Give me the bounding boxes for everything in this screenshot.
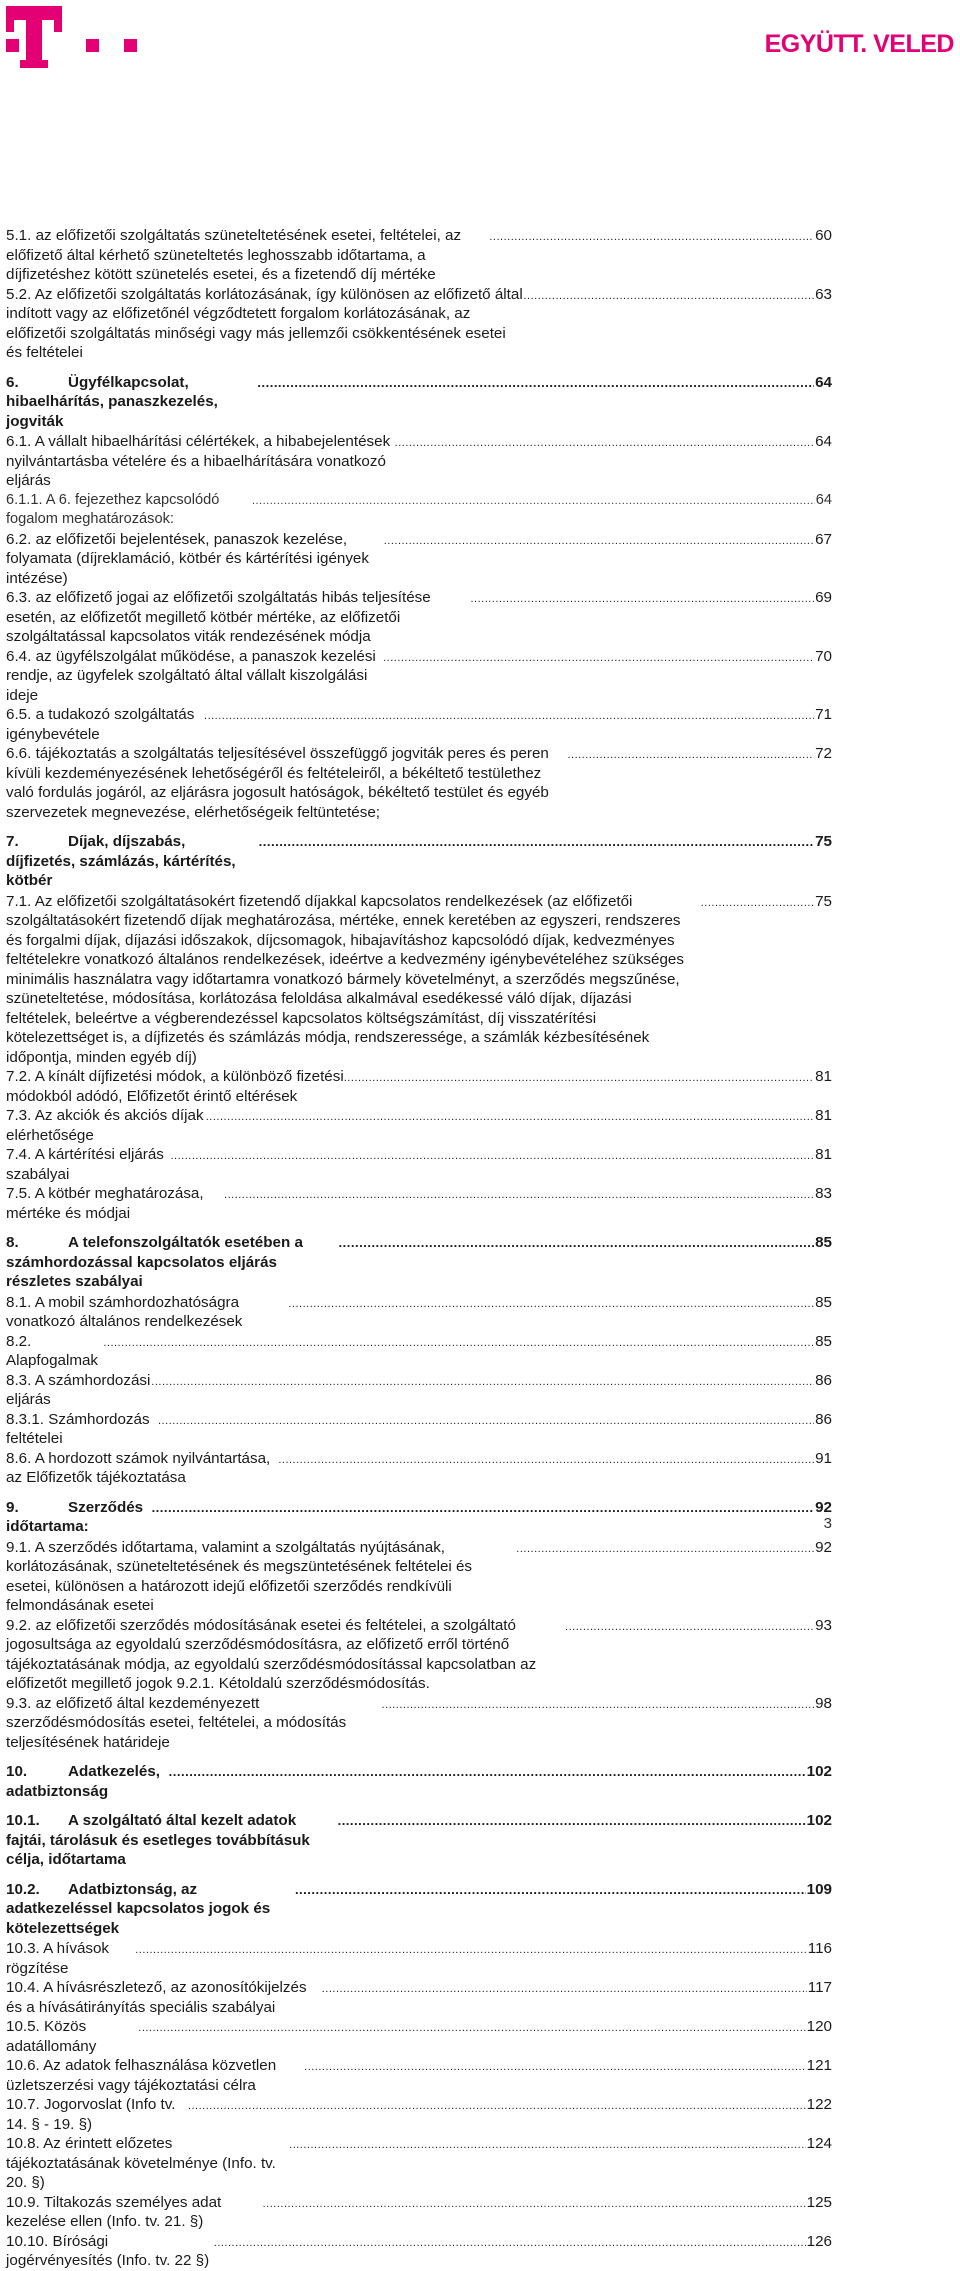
toc-dot-leader bbox=[567, 746, 814, 766]
toc-entry-title bbox=[6, 1106, 206, 1145]
toc-entry-number: 10.1. bbox=[6, 1812, 40, 1829]
toc-page-number: 109 bbox=[806, 1880, 832, 1898]
toc-entry[interactable] bbox=[6, 1880, 832, 1939]
toc-dot-leader bbox=[158, 1412, 814, 1432]
logo-t-stem bbox=[26, 6, 42, 66]
toc-page-number: 81 bbox=[815, 1068, 832, 1085]
toc-entry-number: 7.3. bbox=[6, 1107, 32, 1124]
toc-page-number: 93 bbox=[815, 1616, 832, 1634]
toc-page-number: 92 bbox=[815, 1538, 832, 1556]
toc-dot-leader bbox=[565, 1618, 814, 1638]
toc-dot-leader bbox=[135, 1941, 807, 1961]
toc-dot-leader bbox=[263, 2195, 806, 2215]
toc-entry[interactable] bbox=[6, 1498, 832, 1537]
toc-entry-text: Az akciók és akciós díjak elérhetősége bbox=[6, 1107, 204, 1144]
toc-entry-number: 8.3.1. bbox=[6, 1410, 44, 1428]
toc-page-number: 102 bbox=[806, 1812, 832, 1829]
toc-entry-text: A számhordozási eljárás bbox=[6, 1371, 151, 1408]
toc-page-number: 67 bbox=[815, 530, 832, 548]
toc-entry-title bbox=[6, 1762, 169, 1801]
toc-page-number: 85 bbox=[815, 1234, 832, 1251]
toc-page-number: 116 bbox=[807, 1940, 832, 1957]
toc-entry-text: Alapfogalmak bbox=[6, 1352, 99, 1369]
toc-entry-title bbox=[6, 2134, 289, 2193]
toc-entry[interactable] bbox=[6, 892, 832, 1068]
toc-page-number: 75 bbox=[815, 833, 832, 850]
toc-page-number: 124 bbox=[806, 2135, 832, 2152]
toc-entry-number: 9. bbox=[6, 1498, 19, 1516]
toc-entry-title bbox=[6, 2095, 188, 2134]
toc-dot-leader bbox=[516, 1540, 814, 1560]
toc-entry-number: 6.4. bbox=[6, 647, 32, 665]
toc-entry-number: 5.1. bbox=[6, 227, 32, 244]
toc-entry[interactable] bbox=[6, 2095, 832, 2134]
toc-entry[interactable] bbox=[6, 432, 832, 491]
toc-dot-leader bbox=[138, 2019, 805, 2039]
toc-dot-leader bbox=[384, 532, 814, 552]
toc-entry-title bbox=[6, 1293, 288, 1332]
toc-entry[interactable] bbox=[6, 1410, 832, 1449]
toc-entry[interactable] bbox=[6, 744, 832, 822]
toc-entry-number: 7.4. bbox=[6, 1146, 32, 1163]
toc-entry-text: Bírósági jogérvényesítés (Info. tv. 22 §) bbox=[6, 2232, 210, 2269]
page-number: 3 bbox=[823, 1515, 832, 1532]
toc-entry[interactable] bbox=[6, 2134, 832, 2193]
toc-entry-text: A kínált díjfizetési módok, a különböző fizetési módokból adódó, Előfizetőt érintő eltérések bbox=[6, 1068, 344, 1105]
toc-entry[interactable] bbox=[6, 1293, 832, 1332]
toc-dot-leader bbox=[171, 1147, 815, 1167]
toc-page-number: 120 bbox=[806, 2018, 832, 2035]
toc-entry-title bbox=[6, 892, 701, 1068]
toc-entry-text: A vállalt hibaelhárítási célértékek, a hibabejelentések nyilvántartásba vételére és a hibaelhárítására vonatkozó eljárás bbox=[6, 433, 391, 489]
toc-entry[interactable] bbox=[6, 1538, 832, 1616]
toc-entry-text: az előfizető jogai az előfizetői szolgáltatás hibás teljesítése esetén, az előfizetőt megillető kötbér mértéke, az előfizetői szolgáltatással kapcsolatos viták rendezésének módja bbox=[6, 589, 431, 645]
toc-entry-text: az előfizetői szerződés módosításának esetei és feltételei, a szolgáltató jogosultsága az egyoldalú szerződésmódosításra, az előfizető erről történő tájékoztatásának módja, az egyoldalú szerződésmódosítással kapcsolatban az előfizetőt megillető jogok 9.2.1. Kétoldalú szerződésmódosítás. bbox=[6, 1616, 537, 1692]
toc-page-number: 71 bbox=[815, 706, 832, 723]
toc-entry-number: 7.5. bbox=[6, 1185, 32, 1202]
logo-square-left bbox=[6, 39, 19, 52]
toc-dot-leader bbox=[151, 1373, 814, 1393]
toc-entry-text: A hívásrészletező, az azonosítókijelzés és a hívásátirányítás speciális szabályai bbox=[6, 1979, 307, 2016]
toc-entry-number: 10. bbox=[6, 1763, 28, 1780]
toc-entry[interactable] bbox=[6, 1067, 832, 1106]
toc-entry-number: 10.3. bbox=[6, 1940, 40, 1957]
toc-dot-leader bbox=[339, 1233, 815, 1253]
toc-entry-text: tájékoztatás a szolgáltatás teljesítésével összefüggő jogviták peres és peren kívüli kezdeményezésének lehetőségéről és feltételeiről, a békéltető testülethez való fordulás jogáról, az eljárásra jogosult hatóságok, békéltető testület és egyéb szervezetek megnevezése, elérhetőségeik feltüntetése; bbox=[6, 745, 549, 821]
toc-entry-number: 6.2. bbox=[6, 530, 32, 548]
toc-entry-title bbox=[6, 2232, 214, 2271]
toc-page-number: 75 bbox=[815, 892, 832, 910]
toc-entry[interactable] bbox=[6, 1106, 832, 1145]
table-of-contents bbox=[6, 226, 832, 2271]
toc-dot-leader bbox=[103, 1334, 814, 1354]
toc-entry-number: 5.2. bbox=[6, 285, 32, 303]
toc-page-number: 125 bbox=[806, 2193, 832, 2211]
toc-entry-text: az előfizetői bejelentések, panaszok kezelése, folyamata (díjreklamáció, kötbér és kártérítési igények intézése) bbox=[6, 530, 369, 587]
toc-entry-text: A szolgáltató által kezelt adatok fajtái, tárolásuk és esetleges továbbításuk célja, időtartama bbox=[6, 1812, 310, 1868]
toc-entry-title bbox=[6, 1332, 103, 1371]
toc-entry-text: A mobil számhordozhatóságra vonatkozó általános rendelkezések bbox=[6, 1293, 243, 1330]
toc-entry-title bbox=[6, 2017, 138, 2056]
toc-entry-text: az előfizető által kezdeményezett szerződésmódosítás esetei, feltételei, a módosítás teljesítésének határideje bbox=[6, 1694, 347, 1751]
logo-t-foot bbox=[20, 60, 48, 68]
toc-page-number: 63 bbox=[815, 285, 832, 303]
toc-entry-title bbox=[6, 1498, 152, 1537]
toc-entry-number: 7.2. bbox=[6, 1068, 32, 1085]
toc-entry[interactable] bbox=[6, 2193, 832, 2232]
toc-dot-leader bbox=[395, 434, 814, 454]
toc-entry-title bbox=[6, 432, 395, 491]
toc-entry[interactable] bbox=[6, 1449, 832, 1488]
toc-entry[interactable] bbox=[6, 530, 832, 589]
toc-entry-number: 6. bbox=[6, 373, 19, 391]
toc-entry-text: Jogorvoslat (Info tv. 14. § - 19. §) bbox=[6, 2096, 176, 2133]
toc-entry-title bbox=[6, 285, 523, 363]
toc-entry-title bbox=[6, 1538, 516, 1616]
toc-entry-text: Adatbiztonság, az adatkezeléssel kapcsolatos jogok és kötelezettségek bbox=[6, 1880, 271, 1937]
toc-entry-title bbox=[6, 1449, 278, 1488]
toc-page-number: 81 bbox=[815, 1107, 832, 1124]
toc-dot-leader bbox=[344, 1069, 814, 1089]
toc-page-number: 85 bbox=[815, 1332, 832, 1350]
toc-entry-text: a tudakozó szolgáltatás igénybevétele bbox=[6, 706, 195, 743]
toc-page-number: 64 bbox=[815, 491, 832, 508]
toc-page-number: 92 bbox=[815, 1498, 832, 1516]
toc-dot-leader bbox=[206, 1108, 814, 1128]
toc-page-number: 126 bbox=[806, 2232, 832, 2250]
toc-entry[interactable] bbox=[6, 832, 832, 891]
toc-entry[interactable] bbox=[6, 1811, 832, 1870]
toc-page-number: 122 bbox=[806, 2096, 832, 2113]
toc-page-number: 60 bbox=[815, 227, 832, 244]
toc-entry-title bbox=[6, 1978, 322, 2017]
toc-entry-title bbox=[6, 588, 470, 647]
toc-page-number: 69 bbox=[815, 589, 832, 606]
toc-page-number: 81 bbox=[815, 1146, 832, 1163]
toc-dot-leader bbox=[338, 1811, 806, 1831]
toc-dot-leader bbox=[252, 492, 815, 512]
toc-entry-title bbox=[6, 1939, 135, 1978]
toc-entry[interactable] bbox=[6, 1616, 832, 1694]
toc-entry-number: 9.2. bbox=[6, 1616, 32, 1634]
toc-dot-leader bbox=[304, 2058, 806, 2078]
toc-page-number: 86 bbox=[815, 1410, 832, 1428]
toc-entry-text: Az adatok felhasználása közvetlen üzletszerzési vagy tájékoztatási célra bbox=[6, 2057, 277, 2094]
toc-entry-number: 8. bbox=[6, 1234, 19, 1251]
toc-dot-leader bbox=[152, 1498, 815, 1518]
toc-page-number: 70 bbox=[815, 647, 832, 665]
toc-page-number: 117 bbox=[807, 1979, 832, 1996]
toc-entry-number: 6.3. bbox=[6, 589, 32, 606]
toc-dot-leader bbox=[382, 1696, 815, 1716]
toc-entry[interactable] bbox=[6, 647, 832, 706]
toc-dot-leader bbox=[259, 832, 814, 852]
toc-entry-text: Adatkezelés, adatbiztonság bbox=[6, 1763, 161, 1800]
toc-entry-title bbox=[6, 1184, 224, 1223]
toc-dot-leader bbox=[204, 707, 814, 727]
toc-page-number: 102 bbox=[806, 1763, 832, 1780]
toc-entry-title bbox=[6, 744, 567, 822]
toc-dot-leader bbox=[470, 590, 814, 610]
toc-dot-leader bbox=[295, 1880, 806, 1900]
toc-dot-leader bbox=[383, 649, 814, 669]
telekom-logo bbox=[6, 6, 146, 76]
toc-entry-title bbox=[6, 832, 259, 891]
toc-dot-leader bbox=[188, 2097, 806, 2117]
toc-dot-leader bbox=[288, 1295, 814, 1315]
toc-entry[interactable] bbox=[6, 1233, 832, 1292]
toc-entry-title bbox=[6, 1616, 565, 1694]
toc-entry-number: 8.6. bbox=[6, 1449, 32, 1467]
toc-entry-text: A kötbér meghatározása, mértéke és módjai bbox=[6, 1185, 204, 1222]
toc-entry[interactable] bbox=[6, 491, 832, 530]
toc-entry-title bbox=[6, 705, 204, 744]
toc-dot-leader bbox=[701, 894, 814, 914]
toc-entry-number: 8.1. bbox=[6, 1293, 32, 1311]
toc-entry-title bbox=[6, 1233, 339, 1292]
toc-entry-text: az előfizetői szolgáltatás szüneteltetésének esetei, feltételei, az előfizető által kérhető szüneteltetés leghosszabb időtartama, a díjfizetéshez kötött szünetelés esetei, és a fizetendő díj mértéke bbox=[6, 227, 462, 283]
toc-entry-number: 9.1. bbox=[6, 1538, 32, 1556]
toc-entry-text: A 6. fejezethez kapcsolódó fogalom meghatározások: bbox=[6, 491, 220, 527]
toc-page-number: 98 bbox=[815, 1694, 832, 1712]
toc-entry-title bbox=[6, 1067, 344, 1106]
toc-entry[interactable] bbox=[6, 1332, 832, 1371]
logo-square-1 bbox=[86, 39, 99, 52]
toc-entry-text: Az érintett előzetes tájékoztatásának követelménye (Info. tv. 20. §) bbox=[6, 2135, 276, 2191]
toc-page-number: 86 bbox=[815, 1371, 832, 1389]
toc-page-number: 64 bbox=[815, 433, 832, 450]
brand-tagline: EGYÜTT. VELED bbox=[764, 30, 954, 58]
toc-entry-text: A hordozott számok nyilvántartása, az Előfizetők tájékoztatása bbox=[6, 1449, 271, 1486]
toc-entry[interactable] bbox=[6, 1371, 832, 1410]
toc-dot-leader bbox=[169, 1762, 806, 1782]
toc-dot-leader bbox=[523, 287, 814, 307]
toc-dot-leader bbox=[489, 228, 814, 248]
toc-page-number: 72 bbox=[815, 745, 832, 762]
toc-entry[interactable] bbox=[6, 373, 832, 432]
toc-entry[interactable] bbox=[6, 2056, 832, 2095]
toc-entry-title bbox=[6, 647, 383, 706]
toc-entry-text: Az előfizetői szolgáltatás korlátozásának, így különösen az előfizető által indított vagy az előfizetőnél végződtetett forgalom korlátozásának, az előfizetői szolgáltatás minőségi vagy más jellemzői csökkentésének esetei és feltételei bbox=[6, 285, 523, 361]
toc-entry-text: Tiltakozás személyes adat kezelése ellen (Info. tv. 21. §) bbox=[6, 2193, 222, 2230]
toc-entry-number: 10.5. bbox=[6, 2018, 40, 2035]
toc-entry[interactable] bbox=[6, 226, 832, 285]
toc-entry-text: A szerződés időtartama, valamint a szolgáltatás nyújtásának, korlátozásának, szüneteltetésének és megszüntetésének feltételei és esetei, különösen a határozott idejű előfizetői szerződés rendkívüli felmondásának esetei bbox=[6, 1538, 473, 1614]
toc-entry-number: 6.1. bbox=[6, 433, 32, 450]
toc-dot-leader bbox=[214, 2234, 806, 2254]
toc-entry-text: Az előfizetői szolgáltatásokért fizetendő díjakkal kapcsolatos rendelkezések (az előfizetői szolgáltatásokért fizetendő díjak meghatározása, mértéke, ennek keretében az egyszeri, rendszeres és forgalmi díjak, díjazási időszakok, díjcsomagok, hibajavításhoz kapcsolódó díjak, kedvezményes feltételekre vonatkozó általános rendelkezések, ideértve a kedvezmény igénybevételéhez szükséges minimális használatra vagy időtartamra vonatkozó bármely követelményt, a szerződés megszűnése, szüneteltetése, módosítása, korlátozása feloldása alkalmával esedékessé váló díjak, díjazási feltételek, beleértve a végberendezéssel kapcsolatos költségszámítást, díj visszatérítési kötelezettséget is, a díjfizetés és számlázás módja, rendszeressége, a számlák kézbesítésének időpontja, minden egyéb díj) bbox=[6, 892, 684, 1066]
toc-dot-leader bbox=[224, 1186, 814, 1206]
toc-entry-number: 9.3. bbox=[6, 1694, 32, 1712]
toc-entry-number: 7. bbox=[6, 833, 19, 850]
toc-entry[interactable] bbox=[6, 2017, 832, 2056]
toc-entry[interactable] bbox=[6, 1762, 832, 1801]
toc-entry-title bbox=[6, 530, 384, 589]
toc-entry-number: 10.9. bbox=[6, 2193, 40, 2211]
toc-entry[interactable] bbox=[6, 285, 832, 363]
toc-entry-title bbox=[6, 1145, 171, 1184]
toc-dot-leader bbox=[278, 1451, 814, 1471]
toc-entry-text: A kártérítési eljárás szabályai bbox=[6, 1146, 164, 1183]
toc-page-number: 85 bbox=[815, 1293, 832, 1311]
toc-entry-text: az ügyfélszolgálat működése, a panaszok kezelési rendje, az ügyfelek szolgáltató által vállalt kiszolgálási ideje bbox=[6, 647, 376, 704]
toc-entry-text: Ügyfélkapcsolat, hibaelhárítás, panaszkezelés, jogviták bbox=[6, 373, 218, 430]
toc-entry[interactable] bbox=[6, 705, 832, 744]
toc-entry-title bbox=[6, 2193, 263, 2232]
toc-dot-leader bbox=[289, 2136, 806, 2156]
toc-entry-number: 10.6. bbox=[6, 2057, 40, 2074]
toc-entry-number: 10.7. bbox=[6, 2096, 40, 2113]
toc-entry[interactable] bbox=[6, 2232, 832, 2271]
toc-entry-title bbox=[6, 226, 489, 285]
toc-entry-number: 6.6. bbox=[6, 745, 32, 762]
toc-entry[interactable] bbox=[6, 1694, 832, 1753]
toc-entry-title bbox=[6, 1410, 158, 1449]
toc-entry-text: Díjak, díjszabás, díjfizetés, számlázás, kártérítés, kötbér bbox=[6, 833, 236, 889]
toc-entry-number: 10.8. bbox=[6, 2135, 40, 2152]
toc-entry[interactable] bbox=[6, 588, 832, 647]
toc-entry-number: 7.1. bbox=[6, 892, 32, 910]
toc-entry-title bbox=[6, 491, 252, 530]
toc-entry-title bbox=[6, 1371, 151, 1410]
toc-entry-number: 10.2. bbox=[6, 1880, 40, 1898]
toc-entry[interactable] bbox=[6, 1939, 832, 1978]
toc-entry-number: 8.3. bbox=[6, 1371, 32, 1389]
toc-entry-title bbox=[6, 1880, 295, 1939]
toc-dot-leader bbox=[322, 1980, 807, 2000]
logo-t-right-serif bbox=[54, 6, 62, 32]
logo-t-left-serif bbox=[6, 6, 14, 32]
toc-entry[interactable] bbox=[6, 1184, 832, 1223]
toc-dot-leader bbox=[257, 373, 814, 393]
toc-page-number: 121 bbox=[806, 2057, 832, 2074]
toc-entry-number: 10.4. bbox=[6, 1979, 40, 1996]
toc-entry-number: 6.1.1. bbox=[6, 491, 43, 508]
toc-entry-text: Számhordozás feltételei bbox=[6, 1410, 150, 1447]
toc-page-number: 83 bbox=[815, 1185, 832, 1202]
toc-entry-number: 6.5. bbox=[6, 706, 32, 723]
toc-entry-text: A hívások rögzítése bbox=[6, 1940, 110, 1977]
logo-square-2 bbox=[124, 39, 137, 52]
toc-entry-number: 10.10. bbox=[6, 2232, 49, 2250]
toc-entry-title bbox=[6, 1811, 338, 1870]
toc-entry-title bbox=[6, 373, 257, 432]
toc-entry-title bbox=[6, 2056, 304, 2095]
toc-entry-text: A telefonszolgáltatók esetében a számhordozással kapcsolatos eljárás részletes szabályai bbox=[6, 1234, 303, 1290]
toc-entry-text: Szerződés időtartama: bbox=[6, 1498, 144, 1535]
toc-page-number: 64 bbox=[815, 373, 832, 391]
toc-entry-number: 8.2. bbox=[6, 1332, 32, 1350]
toc-entry[interactable] bbox=[6, 1978, 832, 2017]
toc-entry[interactable] bbox=[6, 1145, 832, 1184]
toc-entry-title bbox=[6, 1694, 382, 1753]
toc-page-number: 91 bbox=[815, 1449, 832, 1467]
toc-entry-text: Közös adatállomány bbox=[6, 2018, 97, 2055]
